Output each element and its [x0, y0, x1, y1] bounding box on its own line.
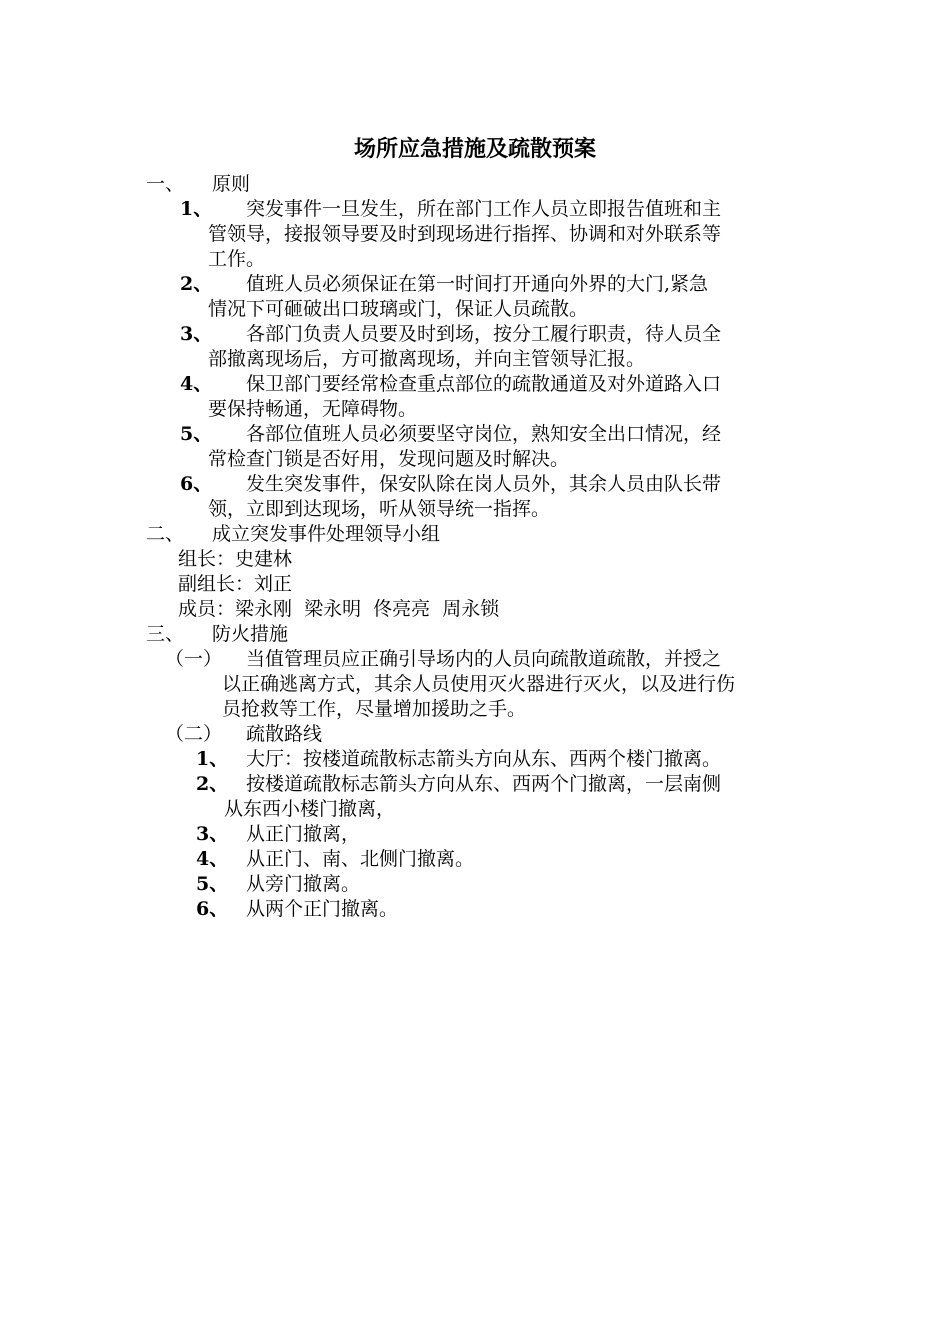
subsection [0, 647, 950, 672]
item-text: 各部位值班人员必须要坚守岗位，熟知安全出口情况，经 [246, 423, 722, 445]
subsection-number: （一） [165, 648, 223, 670]
route-item [0, 847, 950, 872]
section-title: 原则 [212, 173, 251, 195]
subsection-title: 疏散路线 [246, 723, 323, 745]
item-text: 值班人员必须保证在第一时间打开通向外界的大门,紧急 [246, 273, 709, 295]
list-item [0, 197, 950, 222]
route-number: 5、 [196, 873, 229, 895]
route-text: 按楼道疏散标志箭头方向从东、西两个门撤离，一层南侧 [246, 773, 722, 795]
route-text: 从正门、南、北侧门撤离。 [246, 848, 475, 870]
route-item-continuation [0, 797, 950, 822]
subsection-number: （二） [165, 723, 223, 745]
route-item [0, 772, 950, 797]
route-item [0, 747, 950, 772]
group-deputy-text: 副组长：刘正 [178, 573, 293, 595]
list-item [0, 472, 950, 497]
section-heading [0, 522, 950, 547]
item-text: 工作。 [208, 248, 266, 270]
route-number: 3、 [196, 823, 229, 845]
item-text: 领，立即到达现场，听从领导统一指挥。 [208, 498, 551, 520]
group-deputy [0, 572, 950, 597]
list-item [0, 322, 950, 347]
list-item [0, 272, 950, 297]
subsection-continuation [0, 697, 950, 722]
item-number: 5、 [180, 423, 213, 445]
route-item [0, 897, 950, 922]
list-item-continuation [0, 497, 950, 522]
item-number: 1、 [180, 198, 213, 220]
item-text: 常检查门锁是否好用，发现问题及时解决。 [208, 448, 570, 470]
route-text: 从两个正门撤离。 [246, 898, 399, 920]
route-text: 从东西小楼门撤离， [224, 798, 396, 820]
route-item [0, 872, 950, 897]
page-title: 场所应急措施及疏散预案 [353, 136, 596, 162]
list-item-continuation [0, 297, 950, 322]
subsection-text: 当值管理员应正确引导场内的人员向疏散道疏散，并授之 [246, 648, 722, 670]
section-title: 成立突发事件处理领导小组 [212, 523, 441, 545]
list-item-continuation [0, 447, 950, 472]
item-text: 要保持畅通，无障碍物。 [208, 398, 418, 420]
route-number: 1、 [196, 748, 229, 770]
group-leader [0, 547, 950, 572]
route-text: 从旁门撤离。 [246, 873, 361, 895]
item-number: 4、 [180, 373, 213, 395]
subsection [0, 722, 950, 747]
item-text: 保卫部门要经常检查重点部位的疏散通道及对外道路入口 [246, 373, 722, 395]
list-item-continuation [0, 247, 950, 272]
list-item-continuation [0, 222, 950, 247]
route-number: 4、 [196, 848, 229, 870]
section-number: 二、 [146, 523, 185, 545]
item-number: 3、 [180, 323, 213, 345]
section-heading [0, 172, 950, 197]
route-number: 6、 [196, 898, 229, 920]
group-leader-text: 组长：史建林 [178, 548, 293, 570]
route-text: 从正门撤离， [246, 823, 361, 845]
item-text: 部撤离现场后，方可撤离现场，并向主管领导汇报。 [208, 348, 646, 370]
item-number: 2、 [180, 273, 213, 295]
list-item-continuation [0, 397, 950, 422]
item-text: 管领导，接报领导要及时到现场进行指挥、协调和对外联系等 [208, 223, 722, 245]
route-text: 大厅：按楼道疏散标志箭头方向从东、西两个楼门撤离。 [246, 748, 722, 770]
section-title: 防火措施 [212, 623, 289, 645]
section-number: 一、 [146, 173, 185, 195]
subsection-text: 以正确逃离方式，其余人员使用灭火器进行灭火，以及进行伤 [222, 673, 736, 695]
list-item-continuation [0, 347, 950, 372]
subsection-continuation [0, 672, 950, 697]
item-text: 发生突发事件，保安队除在岗人员外，其余人员由队长带 [246, 473, 722, 495]
item-text: 各部门负责人员要及时到场，按分工履行职责，待人员全 [246, 323, 722, 345]
section-heading [0, 622, 950, 647]
route-number: 2、 [196, 773, 229, 795]
document-body [0, 172, 950, 922]
list-item [0, 422, 950, 447]
item-text: 突发事件一旦发生，所在部门工作人员立即报告值班和主 [246, 198, 722, 220]
item-number: 6、 [180, 473, 213, 495]
list-item [0, 372, 950, 397]
group-members [0, 597, 950, 622]
subsection-text: 员抢救等工作，尽量增加援助之手。 [222, 698, 527, 720]
section-number: 三、 [146, 623, 185, 645]
route-item [0, 822, 950, 847]
group-members-text: 成员：梁永刚 梁永明 佟亮亮 周永锁 [178, 598, 500, 620]
item-text: 情况下可砸破出口玻璃或门，保证人员疏散。 [208, 298, 589, 320]
